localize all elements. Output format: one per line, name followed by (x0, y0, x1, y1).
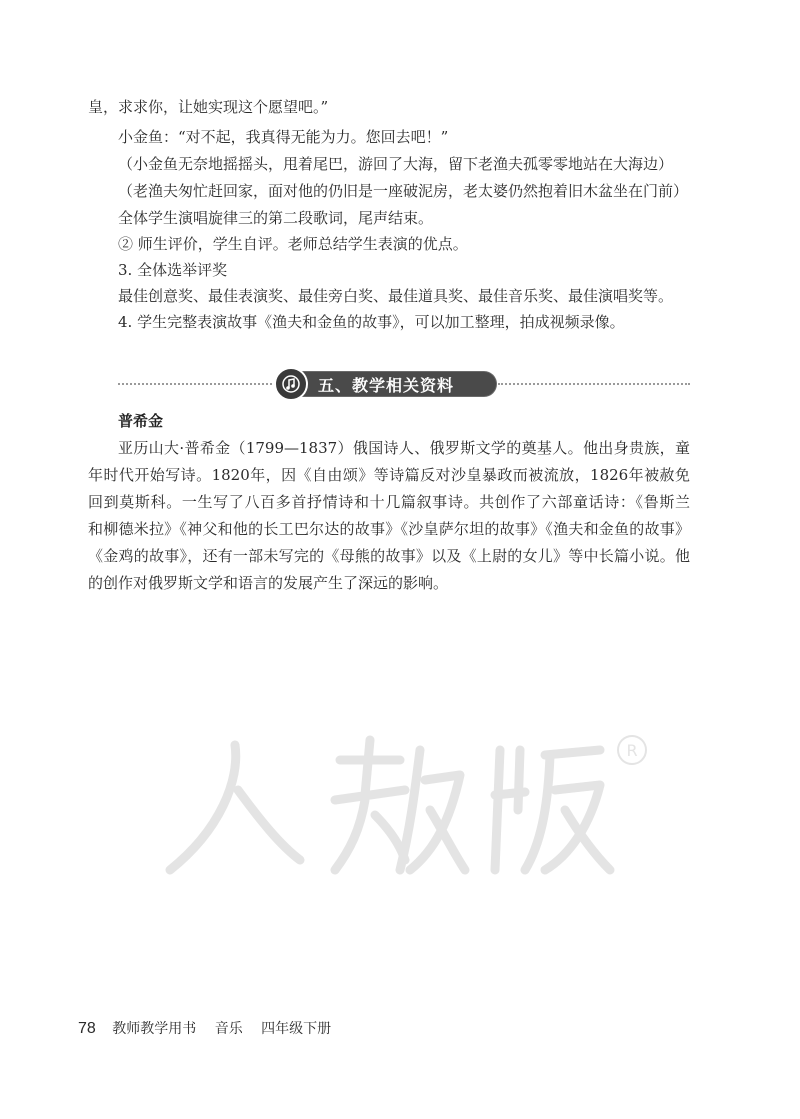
text-line-5: 全体学生演唱旋律三的第二段歌词，尾声结束。 (118, 209, 434, 227)
body-line-6: 的创作对俄罗斯文学和语言的发展产生了深远的影响。 (88, 574, 449, 592)
publisher-watermark-logo (150, 720, 670, 890)
section-title: 五、教学相关资料 (318, 375, 455, 395)
page-number: 78 (78, 1020, 96, 1037)
body-line-3: 回到莫斯科。一生写了八百多首抒情诗和十几篇叙事诗。共创作了六部童话诗：《鲁斯兰 (88, 493, 690, 511)
dotted-divider-right (498, 383, 690, 385)
text-line-8: 最佳创意奖、最佳表演奖、最佳旁白奖、最佳道具奖、最佳音乐奖、最佳演唱奖等。 (118, 287, 674, 305)
text-line-1: 皇，求求你，让她实现这个愿望吧。” (88, 98, 329, 116)
text-line-6: ② 师生评价，学生自评。老师总结学生表演的优点。 (118, 235, 468, 253)
body-line-5: 《金鸡的故事》，还有一部未写完的《母熊的故事》以及《上尉的女儿》等中长篇小说。他 (88, 547, 690, 565)
subheading: 普希金 (118, 412, 164, 430)
dotted-divider-left (118, 383, 276, 385)
body-line-1: 亚历山大·普希金（1799—1837）俄国诗人、俄罗斯文学的奠基人。他出身贵族，童 (118, 439, 690, 457)
text-line-9: 4. 学生完整表演故事《渔夫和金鱼的故事》，可以加工整理，拍成视频录像。 (118, 313, 625, 331)
svg-text:R: R (626, 741, 638, 760)
footer-book-title: 教师教学用书 (112, 1021, 197, 1037)
body-line-4: 和柳德米拉》《神父和他的长工巴尔达的故事》《沙皇萨尔坦的故事》《渔夫和金鱼的故事》 (88, 520, 690, 538)
footer-subject: 音乐 (214, 1021, 243, 1037)
text-line-2: 小金鱼：“对不起，我真得无能为力。您回去吧！” (118, 128, 449, 146)
text-line-4: （老渔夫匆忙赶回家，面对他的仍旧是一座破泥房，老太婆仍然抱着旧木盆坐在门前） (118, 182, 689, 200)
music-note-icon (274, 367, 308, 401)
footer-grade: 四年级下册 (261, 1021, 332, 1037)
body-line-2: 年时代开始写诗。1820年，因《自由颂》等诗篇反对沙皇暴政而被流放，1826年被赦免 (88, 466, 690, 484)
text-line-3: （小金鱼无奈地摇摇头，甩着尾巴，游回了大海，留下老渔夫孤零零地站在大海边） (118, 155, 674, 173)
section-title-pill (278, 372, 496, 396)
page-footer (78, 1018, 331, 1038)
section-header (118, 372, 690, 396)
text-line-7: 3. 全体选举评奖 (118, 261, 228, 279)
